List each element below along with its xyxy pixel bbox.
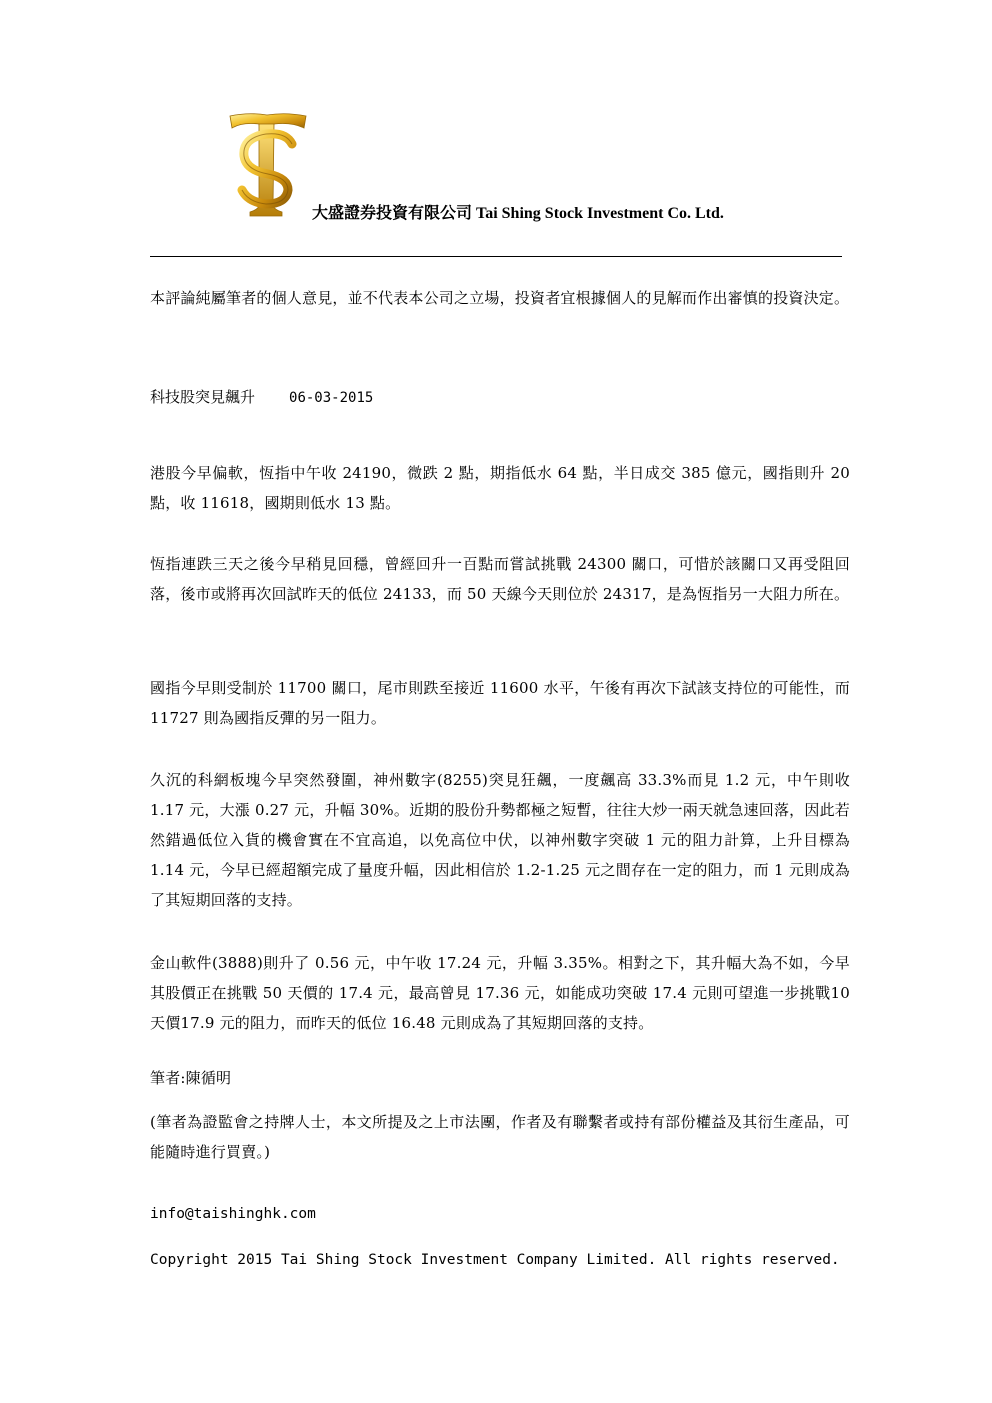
paragraph-4: 久沉的科網板塊今早突然發圍，神州數字(8255)突見狂飆，一度飆高 33.3%而見 1.2 元，中午則收 1.17 元，大漲 0.27 元，升幅 30%。近期的股份升勢都極之短暫，往往大炒一兩天就急速回落，因此若然錯過低位入貨的機會實在不宜高追，以免高位中伏，以神州數字突破 1 元的阻力計算，上升目標為 1.14 元，今早已經超額完成了量度升幅，因此相信於 1.2-1.25 元之間存在一定的阻力，而 1 元則成為了其短期回落的支持。 bbox=[150, 771, 850, 909]
paragraph-5: 金山軟件(3888)則升了 0.56 元，中午收 17.24 元，升幅 3.35%。相對之下，其升幅大為不如，今早其股價正在挑戰 50 天價的 17.4 元，最高曾見 17.36 元，如能成功突破 17.4 元則可望進一步挑戰10 天價17.9 元的阻力，而昨天的低位 16.48 元則成為了其短期回落的支持。 bbox=[150, 954, 850, 1032]
article-title: 科技股突見飆升 bbox=[150, 388, 256, 406]
company-logo bbox=[226, 110, 308, 220]
paragraph-3: 國指今早則受制於 11700 關口，尾市則跌至接近 11600 水平，午後有再次下試該支持位的可能性，而 11727 則為國指反彈的另一阻力。 bbox=[150, 679, 850, 727]
disclaimer-text: 本評論純屬筆者的個人意見，並不代表本公司之立場，投資者宜根據個人的見解而作出審慎的投資決定。 bbox=[150, 289, 850, 307]
paragraph-1: 港股今早偏軟，恆指中午收 24190，微跌 2 點，期指低水 64 點，半日成交 385 億元，國指則升 20 點，收 11618，國期則低水 13 點。 bbox=[150, 464, 850, 512]
article-date: 06-03-2015 bbox=[289, 390, 374, 406]
author-line: 筆者:陳循明 bbox=[150, 1069, 232, 1087]
company-name: 大盛證券投資有限公司 Tai Shing Stock Investment Co. Ltd. bbox=[312, 205, 724, 222]
header-divider bbox=[150, 256, 842, 257]
article-title-row bbox=[150, 382, 373, 413]
paragraph-2: 恆指連跌三天之後今早稍見回穩，曾經回升一百點而嘗試挑戰 24300 關口，可惜於該關口又再受阻回落，後市或將再次回試昨天的低位 24133，而 50 天線今天則位於 24317，是為恆指另一大阻力所在。 bbox=[150, 555, 850, 603]
contact-email[interactable]: info@taishinghk.com bbox=[150, 1206, 316, 1222]
copyright-notice: Copyright 2015 Tai Shing Stock Investment Company Limited. All rights reserved. bbox=[150, 1252, 840, 1268]
author-note: (筆者為證監會之持牌人士，本文所提及之上市法團，作者及有聯繫者或持有部份權益及其衍生產品，可能隨時進行買賣。) bbox=[150, 1113, 850, 1161]
